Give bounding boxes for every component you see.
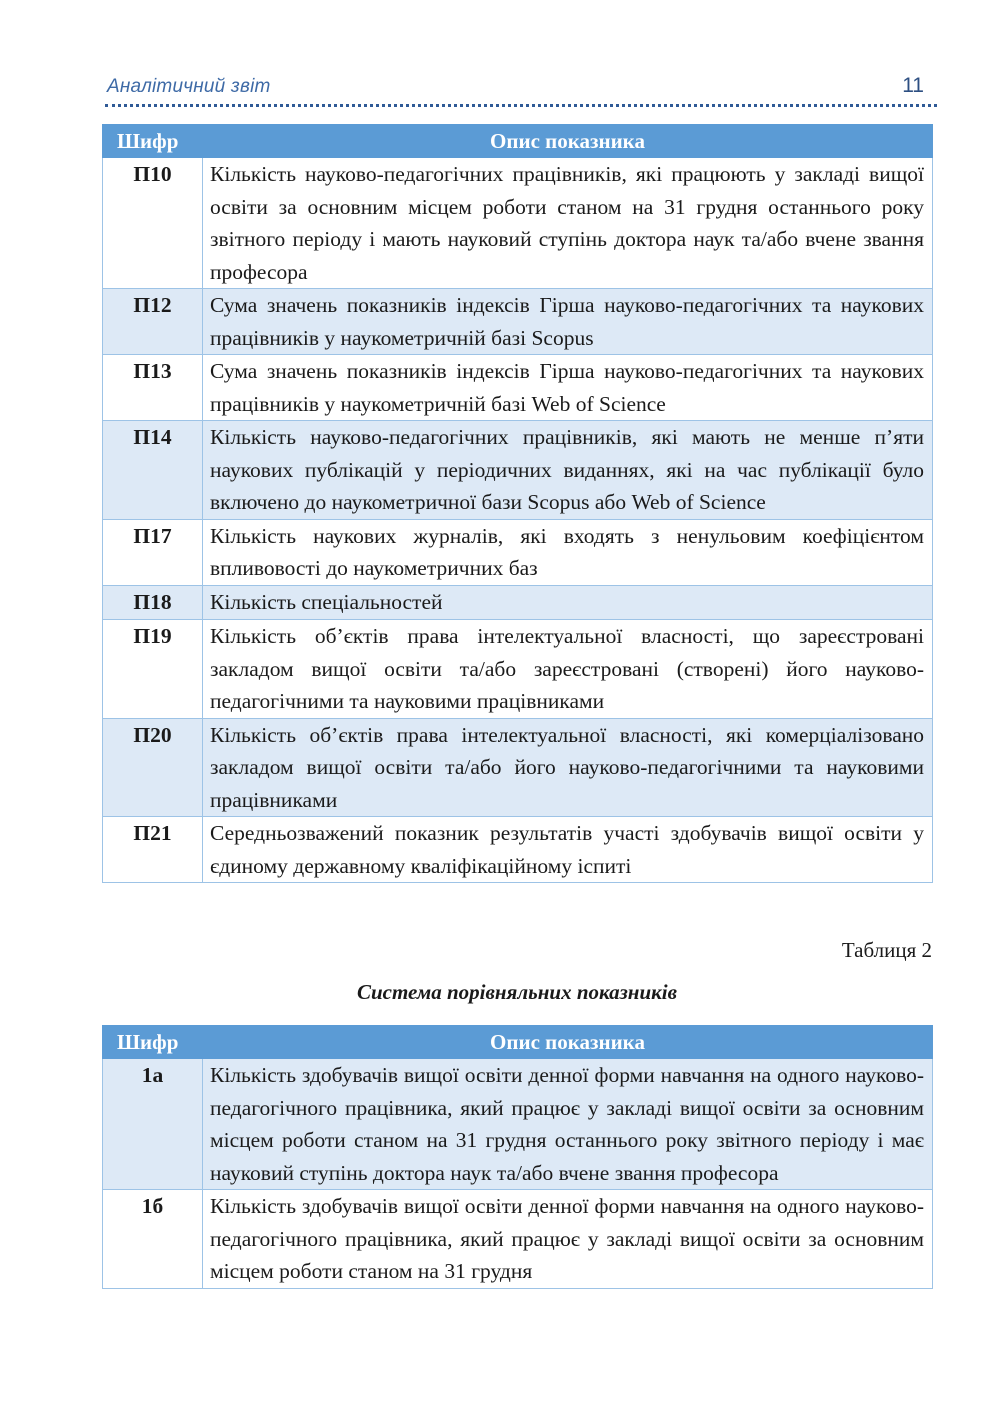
indicator-code: П20	[103, 718, 203, 817]
indicator-description: Кількість спеціальностей	[203, 585, 933, 620]
table-row	[103, 158, 933, 289]
table-row	[103, 289, 933, 355]
table-row	[103, 355, 933, 421]
indicator-code: П19	[103, 620, 203, 719]
indicator-code: 1а	[103, 1059, 203, 1190]
indicator-description: Кількість об’єктів права інтелектуальної власності, які комерціалізовано закладом вищої освіти та/або його науково-педагогічними та науковими працівниками	[203, 718, 933, 817]
table-row	[103, 718, 933, 817]
table-row	[103, 1059, 933, 1190]
indicator-code: 1б	[103, 1190, 203, 1289]
running-title: Аналітичний звіт	[107, 76, 271, 97]
table-row	[103, 421, 933, 520]
page-header	[105, 76, 932, 104]
indicator-description: Сума значень показників індексів Гірша науково-педагогічних та наукових працівників у наукометричній базі Scopus	[203, 289, 933, 355]
column-header-code: Шифр	[103, 125, 203, 158]
indicator-description: Сума значень показників індексів Гірша науково-педагогічних та наукових працівників у наукометричній базі Web of Science	[203, 355, 933, 421]
indicators-table-1	[102, 124, 933, 883]
indicator-description: Середньозважений показник результатів участі здобувачів вищої освіти у єдиному державному кваліфікаційному іспиті	[203, 817, 933, 883]
indicator-code: П13	[103, 355, 203, 421]
table-row	[103, 1190, 933, 1289]
table-title: Система порівняльних показників	[356, 980, 678, 1004]
indicator-description: Кількість об’єктів права інтелектуальної власності, що зареєстровані закладом вищої освіти та/або зареєстровані (створені) його науково-педагогічними та науковими працівниками	[203, 620, 933, 719]
table-row	[103, 585, 933, 620]
column-header-description: Опис показника	[203, 125, 933, 158]
table-header-row	[103, 1026, 933, 1059]
table-row	[103, 519, 933, 585]
page-number: 11	[902, 74, 924, 97]
table-label: Таблиця 2	[841, 938, 932, 962]
indicator-description: Кількість науково-педагогічних працівників, які мають не менше п’яти наукових публікацій у періодичних виданнях, які на час публікації було включено до наукометричної бази Scopus або Web of Science	[203, 421, 933, 520]
indicator-code: П14	[103, 421, 203, 520]
header-divider	[105, 104, 937, 107]
column-header-description: Опис показника	[203, 1026, 933, 1059]
indicator-description: Кількість наукових журналів, які входять з ненульовим коефіцієнтом впливовості до наукометричних баз	[203, 519, 933, 585]
indicator-code: П17	[103, 519, 203, 585]
indicator-description: Кількість науково-педагогічних працівників, які працюють у закладі вищої освіти за основним місцем роботи станом на 31 грудня останнього року звітного періоду і мають науковий ступінь доктора наук та/або вчене звання професора	[203, 158, 933, 289]
indicator-code: П12	[103, 289, 203, 355]
indicator-code: П10	[103, 158, 203, 289]
indicator-description: Кількість здобувачів вищої освіти денної форми навчання на одного науково-педагогічного працівника, який працює у закладі вищої освіти за основним місцем роботи станом на 31 грудня останнього року звітного періоду і має науковий ступінь доктора наук та/або вчене звання професора	[203, 1059, 933, 1190]
indicators-table-2	[102, 1025, 933, 1289]
column-header-code: Шифр	[103, 1026, 203, 1059]
table-row	[103, 620, 933, 719]
table-header-row	[103, 125, 933, 158]
table-row	[103, 817, 933, 883]
indicator-description: Кількість здобувачів вищої освіти денної форми навчання на одного науково-педагогічного працівника, який працює у закладі вищої освіти за основним місцем роботи станом на 31 грудня	[203, 1190, 933, 1289]
indicator-code: П21	[103, 817, 203, 883]
indicator-code: П18	[103, 585, 203, 620]
